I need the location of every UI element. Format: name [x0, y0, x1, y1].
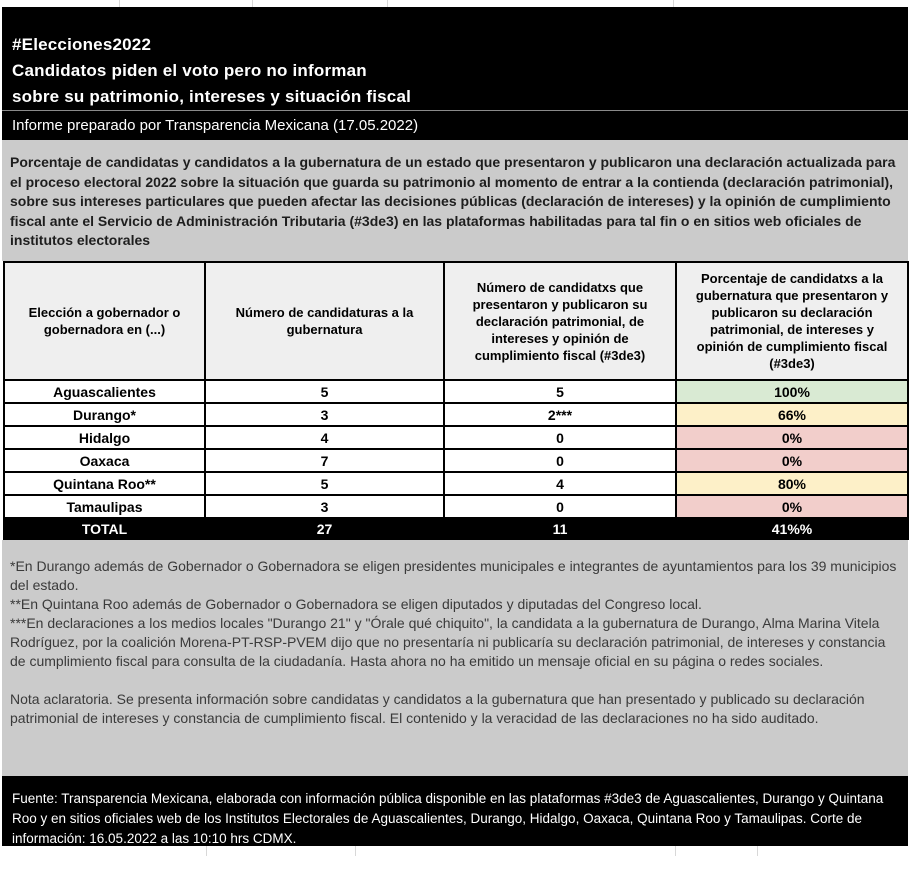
total-label-cell: TOTAL	[4, 518, 205, 539]
candidaturas-cell: 3	[205, 495, 444, 518]
presentaron-cell: 4	[444, 472, 676, 495]
table-row	[4, 449, 908, 472]
candidaturas-cell: 5	[205, 472, 444, 495]
spreadsheet-top-margin	[0, 0, 910, 7]
footnote-durango: *En Durango además de Gobernador o Gobernadora se eligen presidentes municipales e integrantes de ayuntamientos para los 39 municipios del estado.	[10, 558, 897, 593]
porcentaje-cell: 66%	[676, 403, 908, 426]
column-header-presentaron: Número de candidatxs que presentaron y publicaron su declaración patrimonial, de intereses y opinión de cumplimiento fiscal (#3de3)	[444, 262, 676, 380]
gridline	[673, 0, 674, 7]
results-table	[3, 261, 909, 540]
table-row	[4, 495, 908, 518]
table-row	[4, 472, 908, 495]
state-cell: Tamaulipas	[4, 495, 205, 518]
state-cell: Oaxaca	[4, 449, 205, 472]
porcentaje-cell: 0%	[676, 426, 908, 449]
state-cell: Quintana Roo**	[4, 472, 205, 495]
table-row	[4, 380, 908, 403]
footnote-quintana-roo: **En Quintana Roo además de Gobernador o Gobernadora se eligen diputados y diputadas del Congreso local.	[10, 596, 702, 612]
state-cell: Hidalgo	[4, 426, 205, 449]
gridline	[119, 0, 120, 7]
source-footer: Fuente: Transparencia Mexicana, elaborada con información pública disponible en las plataformas #3de3 de Aguascalientes, Durango y Quintana Roo y en sitios oficiales web de los Institutos Electorales de Aguascalientes, Durango, Hidalgo, Oaxaca, Quintana Roo y Tamaulipas. Corte de información: 16.05.2022 a las 10:10 hrs CDMX.	[2, 776, 908, 846]
table-row	[4, 403, 908, 426]
gridline	[675, 846, 676, 856]
table-row	[4, 426, 908, 449]
table-header-row	[4, 262, 908, 380]
report-content	[2, 7, 908, 846]
gridline	[355, 846, 356, 856]
presentaron-cell: 2***	[444, 403, 676, 426]
total-porcentaje-cell: 41%%	[676, 518, 908, 539]
candidaturas-cell: 7	[205, 449, 444, 472]
porcentaje-cell: 80%	[676, 472, 908, 495]
gridline	[387, 0, 388, 7]
column-header-porcentaje: Porcentaje de candidatxs a la gubernatura que presentaron y publicaron su declaración patrimonial, de intereses y opinión de cumplimiento fiscal (#3de3)	[676, 262, 908, 380]
candidaturas-cell: 3	[205, 403, 444, 426]
title-line-2: Candidatos piden el voto pero no informan	[12, 61, 367, 80]
nota-aclaratoria: Nota aclaratoria. Se presenta información sobre candidatas y candidatos a la gubernatura que han presentado y publicado su declaración patrimonial de intereses y constancia de cumplimiento fiscal. El contenido y la veracidad de las declaraciones no ha sido auditado.	[10, 691, 865, 726]
gridline	[206, 846, 207, 856]
column-header-state: Elección a gobernador o gobernadora en (...)	[4, 262, 205, 380]
column-header-candidaturas: Número de candidaturas a la gubernatura	[205, 262, 444, 380]
footnote-declaraciones: ***En declaraciones a los medios locales "Durango 21" y "Órale qué chiquito", la candidata a la gubernatura de Durango, Alma Marina Vitela Rodríguez, por la coalición Morena-PT-RSP-PVEM dijo que no presentaría ni publicaría su declaración patrimonial, de intereses y constancia de cumplimiento fiscal para consulta de la ciudadanía. Hasta ahora no ha emitido un mensaje oficial en su página o redes sociales.	[10, 615, 886, 669]
presentaron-cell: 0	[444, 426, 676, 449]
total-presentaron-cell: 11	[444, 518, 676, 539]
intro-paragraph: Porcentaje de candidatas y candidatos a la gubernatura de un estado que presentaron y publicaron una declaración actualizada para el proceso electoral 2022 sobre la situación que guarda su patrimonio al momento de entrar a la contienda (declaración patrimonial), sobre sus intereses particulares que pueden afectar las decisiones públicas (declaración de intereses) y la opinión de cumplimiento fiscal ante el Servicio de Administración Tributaria (#3de3) en las plataformas habilitadas para tal fin o en sitios web oficiales de institutos electorales	[2, 140, 908, 261]
presentaron-cell: 5	[444, 380, 676, 403]
total-candidaturas-cell: 27	[205, 518, 444, 539]
porcentaje-cell: 0%	[676, 495, 908, 518]
hashtag-title: #Elecciones2022	[12, 35, 152, 54]
candidaturas-cell: 5	[205, 380, 444, 403]
total-row	[4, 518, 908, 539]
state-cell: Durango*	[4, 403, 205, 426]
state-cell: Aguascalientes	[4, 380, 205, 403]
title-block	[2, 7, 908, 110]
presentaron-cell: 0	[444, 495, 676, 518]
title-line-3: sobre su patrimonio, intereses y situación fiscal	[12, 87, 412, 106]
gridline	[757, 846, 758, 856]
spreadsheet-bottom-margin	[0, 846, 910, 856]
notes-section	[2, 540, 908, 776]
report-subtitle: Informe preparado por Transparencia Mexicana (17.05.2022)	[2, 110, 908, 140]
porcentaje-cell: 0%	[676, 449, 908, 472]
porcentaje-cell: 100%	[676, 380, 908, 403]
gridline	[252, 0, 253, 7]
presentaron-cell: 0	[444, 449, 676, 472]
candidaturas-cell: 4	[205, 426, 444, 449]
